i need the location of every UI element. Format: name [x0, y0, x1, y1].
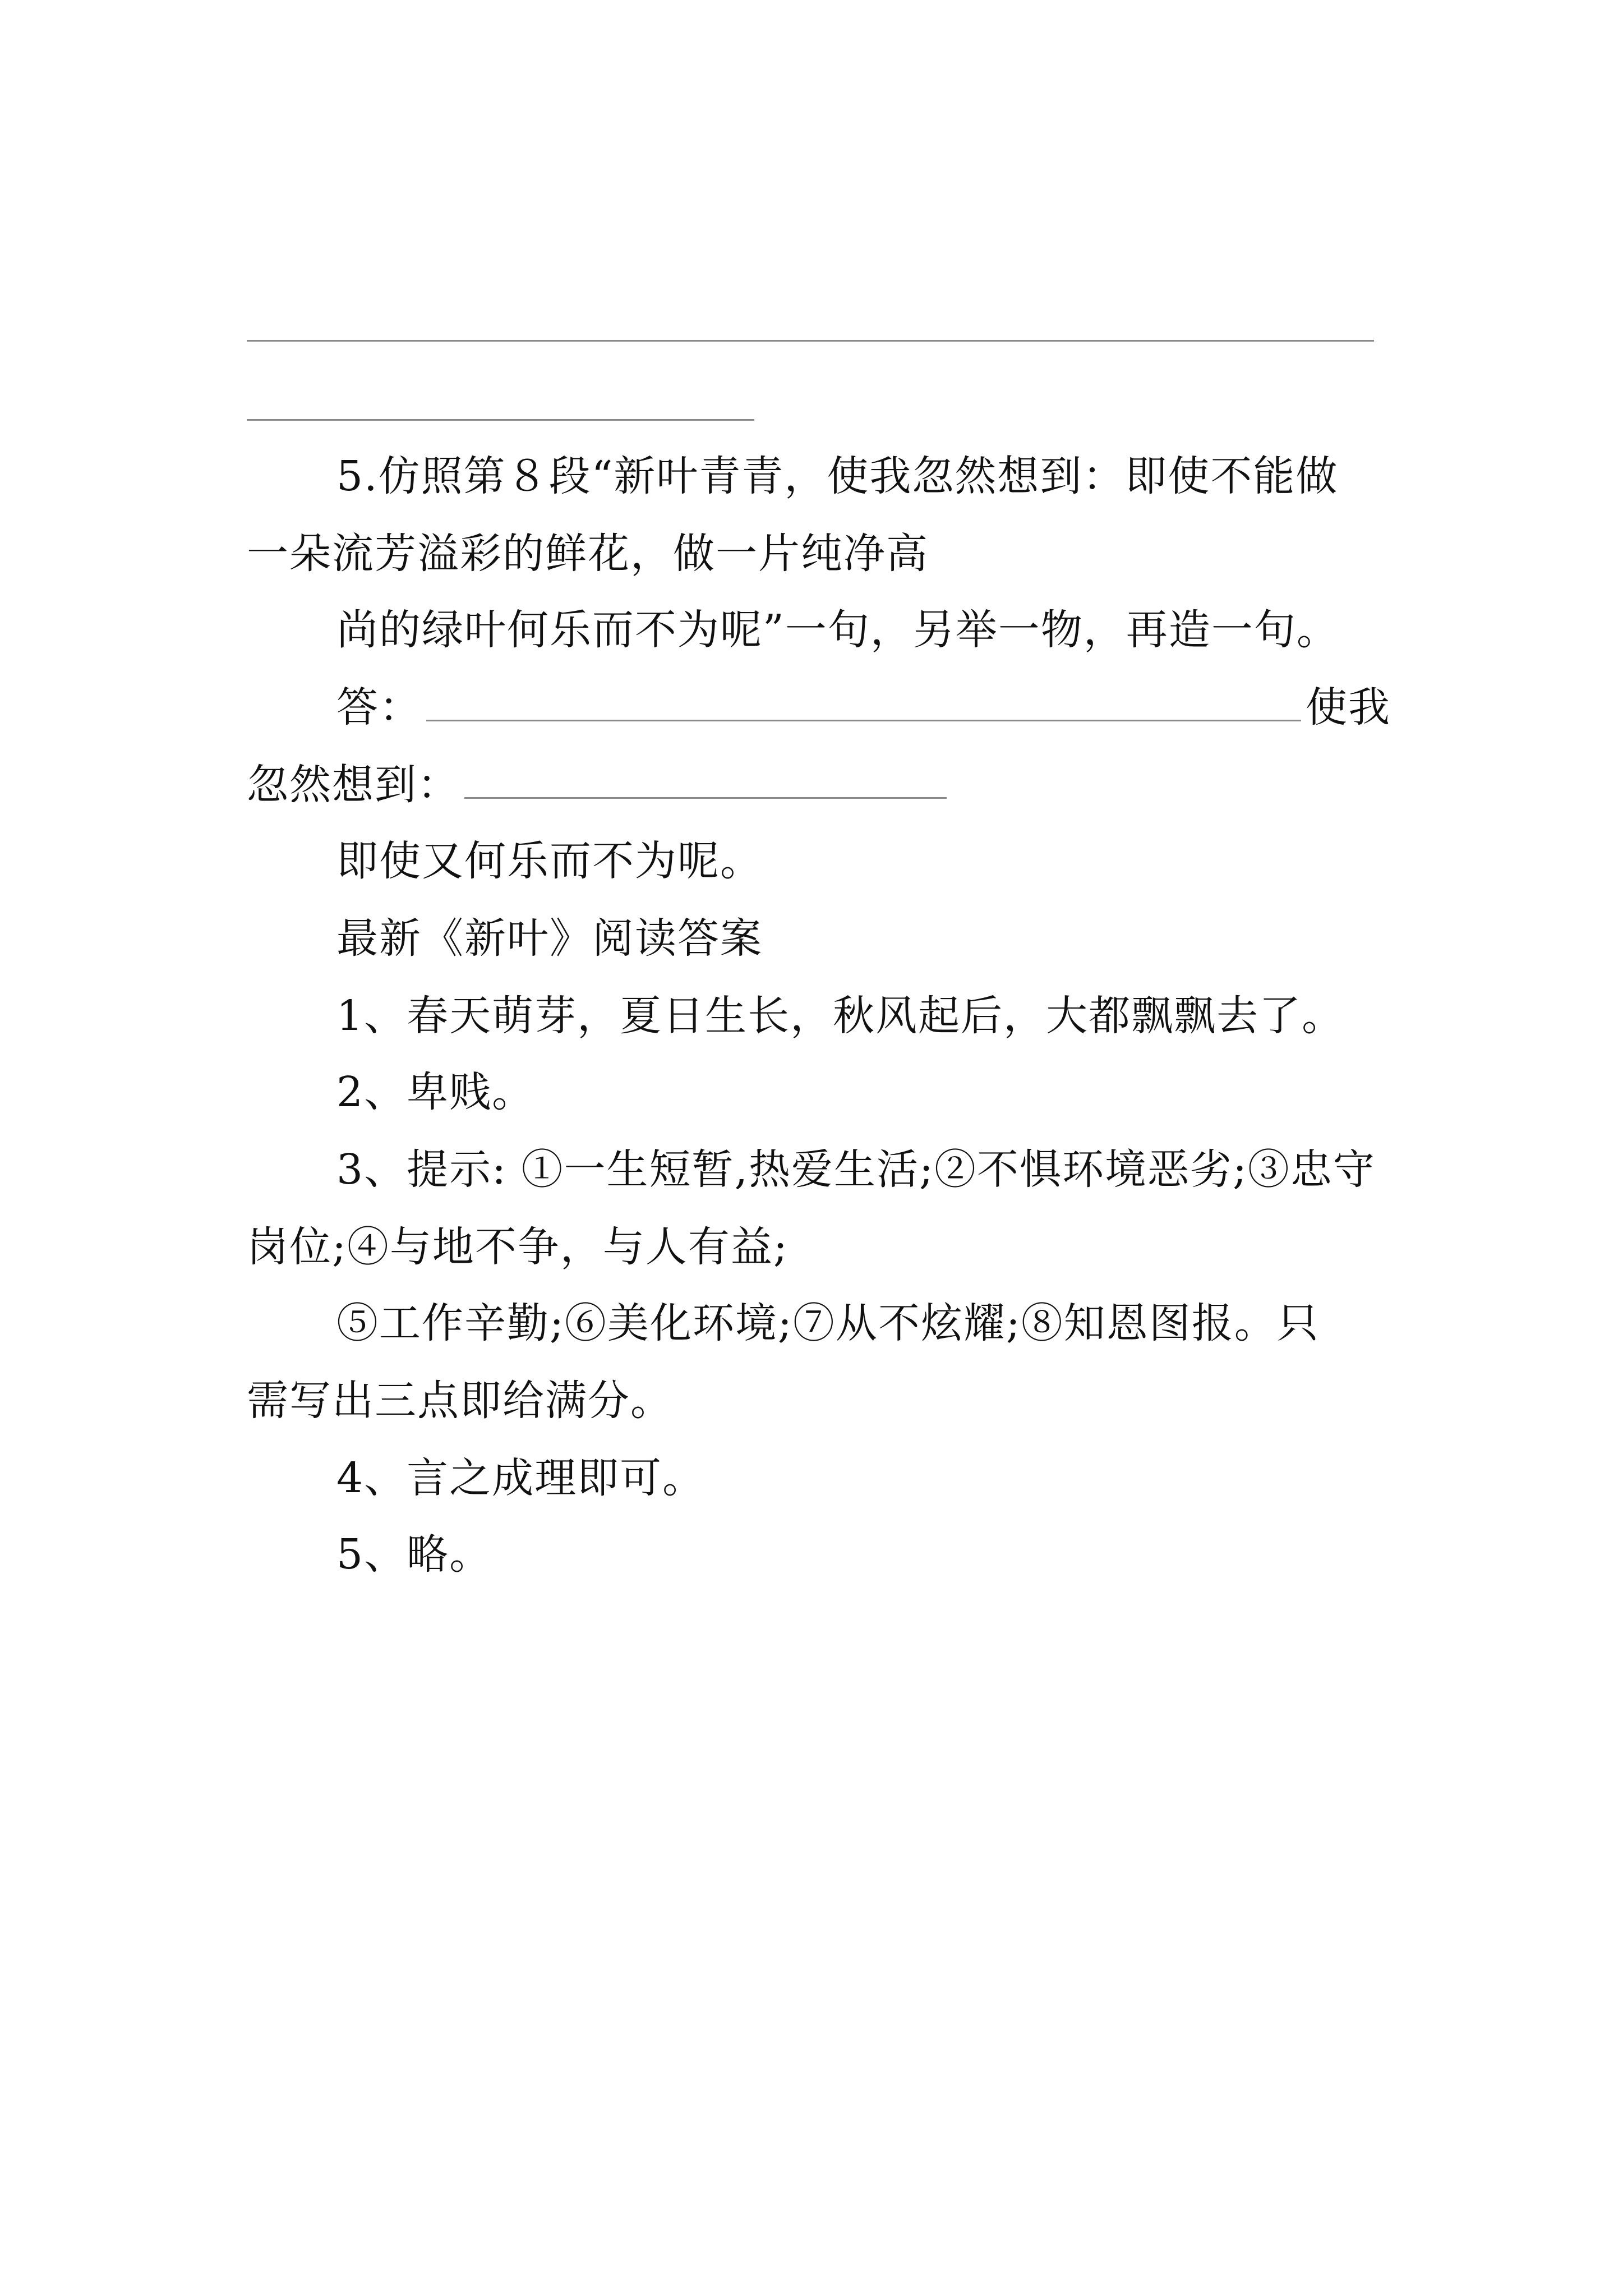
answer-input-blank-2[interactable]: [464, 775, 947, 799]
answer-blank-rule: [247, 419, 754, 421]
answer-3-line-2: 岗位;④与地不争，与人有益;: [247, 1223, 789, 1271]
answer-5: 5、略。: [336, 1530, 492, 1579]
answer-1: 1、春天萌芽，夏日生长，秋风起后，大都飘飘去了。: [336, 992, 1345, 1040]
question-5-line-2: 一朵流芳溢彩的鲜花，做一片纯净高: [247, 530, 929, 578]
answer-line: [336, 683, 1391, 731]
answer-prefix: 答：: [336, 683, 422, 731]
question-5-line-3: 尚的绿叶何乐而不为呢”一句，另举一物，再造一句。: [336, 606, 1339, 654]
answer-input-blank[interactable]: [426, 697, 1301, 721]
answer-3-line-4: 需写出三点即给满分。: [247, 1377, 673, 1425]
answer-mid-text: 使我: [1306, 683, 1391, 731]
answer-3-line-3: ⑤工作辛勤;⑥美化环境;⑦从不炫耀;⑧知恩图报。只: [336, 1299, 1320, 1347]
answer-3-line-1: 3、提示: ①一生短暂,热爱生活;②不惧环境恶劣;③忠守: [336, 1145, 1376, 1194]
answers-title: 最新《新叶》阅读答案: [336, 914, 763, 963]
question-5-line-6: 即使又何乐而不为呢。: [336, 837, 763, 885]
answer-line-2-prefix: 忽然想到：: [247, 761, 460, 809]
answer-2: 2、卑贱。: [336, 1068, 535, 1116]
answer-blank-rule: [247, 340, 1374, 342]
answer-line-2: [247, 761, 951, 809]
question-5-line-1: 5.仿照第８段“新叶青青，使我忽然想到：即使不能做: [336, 452, 1339, 500]
answer-4: 4、言之成理即可。: [336, 1454, 706, 1502]
